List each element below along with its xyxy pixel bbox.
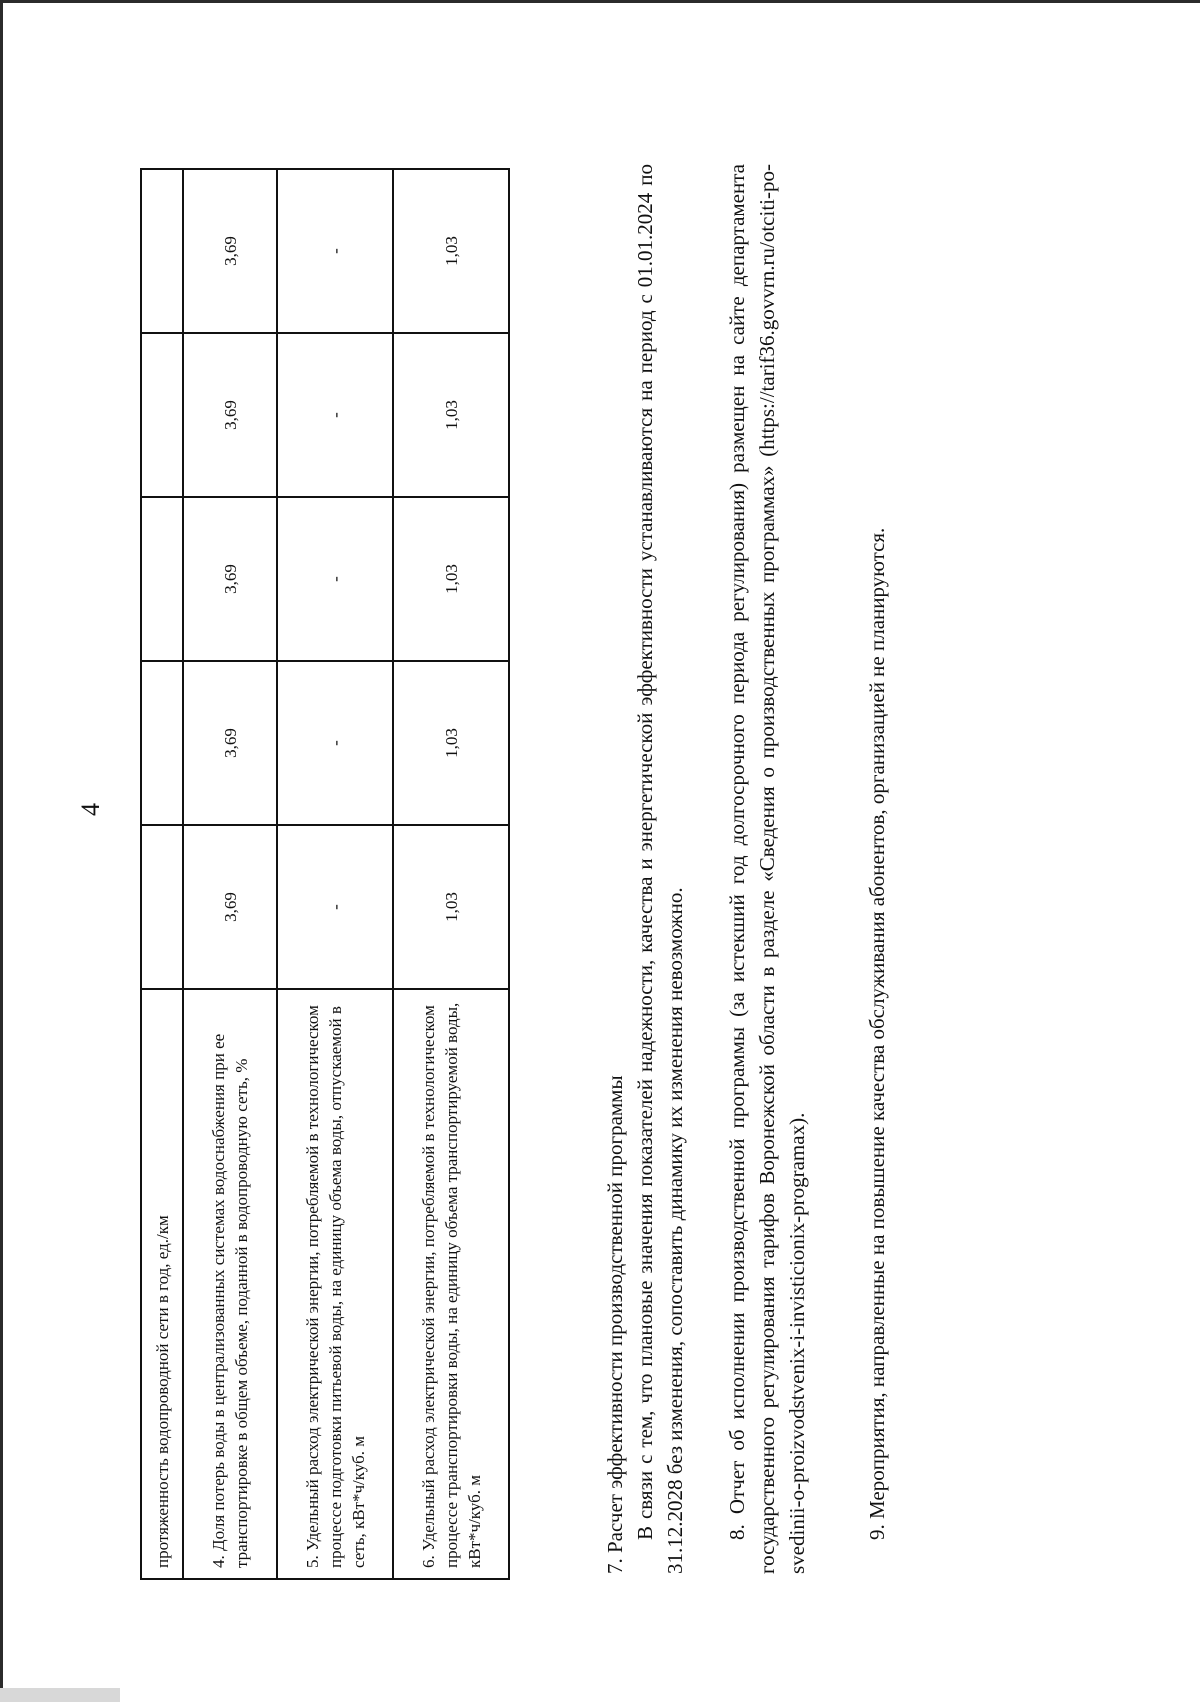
section-7-body: В связи с тем, что плановые значения показателей надежности, качества и энергетической эффективности устанавливаются на период с 01.01.2024 по 31.12.2028 без изменения, сопоставить динамику их изменения невозможно. <box>633 164 687 1574</box>
indicator-name-cell: 5. Удельный расход электрической энергии, потребляемой в технологическом процессе подготовки питьевой воды, на единицу объема воды, отпускаемой в сеть, кВт*ч/куб. м <box>277 989 393 1579</box>
value-cell: - <box>277 497 393 661</box>
value-cell: - <box>277 661 393 825</box>
section-9-body: 9. Мероприятия, направленные на повышение качества обслуживания абонентов, организацией не планируются. <box>865 527 889 1540</box>
value-cell: - <box>277 825 393 989</box>
value-cell: - <box>277 333 393 497</box>
indicators-table <box>140 168 510 1580</box>
table-row <box>393 169 509 1579</box>
value-cell: - <box>277 169 393 333</box>
indicator-name-cell: 6. Удельный расход электрической энергии, потребляемой в технологическом процессе транспортировки воды, на единицу объема транспортируемой воды, кВт*ч/куб. м <box>393 989 509 1579</box>
value-cell: 1,03 <box>393 497 509 661</box>
value-cell: 3,69 <box>183 497 277 661</box>
value-cell: 1,03 <box>393 333 509 497</box>
section-7-title: 7. Расчет эффективности производственной программы <box>603 1075 627 1574</box>
value-cell <box>141 333 183 497</box>
value-cell <box>141 169 183 333</box>
value-cell: 1,03 <box>393 825 509 989</box>
indicator-name-cell: 4. Доля потерь воды в централизованных системах водоснабжения при ее транспортировке в общем объеме, поданной в водопроводную сеть, % <box>183 989 277 1579</box>
value-cell <box>141 825 183 989</box>
table-row <box>141 169 183 1579</box>
value-cell: 3,69 <box>183 169 277 333</box>
value-cell: 1,03 <box>393 169 509 333</box>
value-cell <box>141 497 183 661</box>
section-8-body: 8. Отчет об исполнении производственной программы (за истекший год долгосрочного периода регулирования) размещен на сайте департамента государственного регулирования тарифов Воронежской области в разделе «Сведения о производственных программах» (https://tarif36.govvrn.ru/otciti-po-svedinii-o-proizvodstvenix-i-invisticionix-programax). <box>725 164 809 1574</box>
table-row <box>277 169 393 1579</box>
indicator-name-cell: протяженность водопроводной сети в год, ед./км <box>141 989 183 1579</box>
value-cell: 3,69 <box>183 333 277 497</box>
table-row <box>183 169 277 1579</box>
value-cell: 3,69 <box>183 825 277 989</box>
value-cell: 1,03 <box>393 661 509 825</box>
value-cell <box>141 661 183 825</box>
value-cell: 3,69 <box>183 661 277 825</box>
page-number: 4 <box>76 803 105 816</box>
